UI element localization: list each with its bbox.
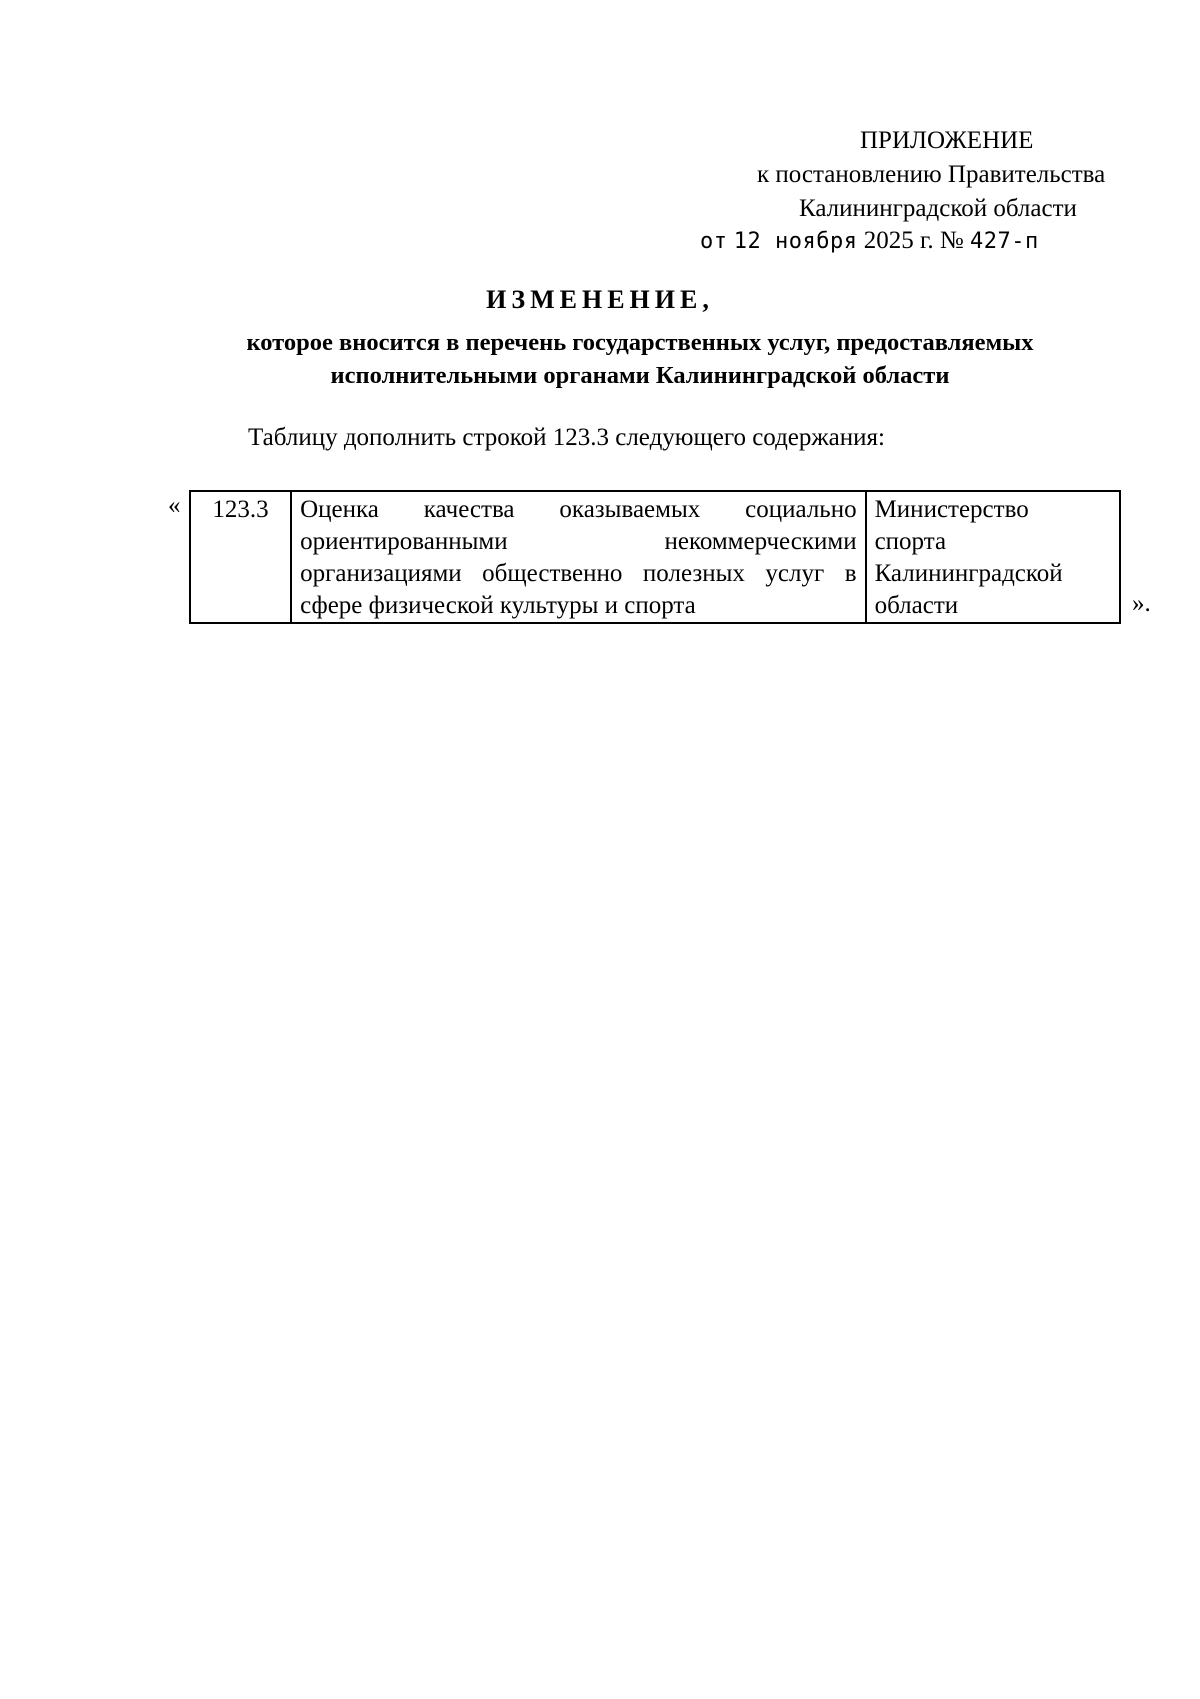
opening-quote: « [168, 492, 181, 519]
appendix-title: ПРИЛОЖЕНИЕ [860, 127, 1034, 154]
organ-line: Министерство [874, 496, 1029, 523]
decree-number: 427-п [970, 229, 1039, 254]
responsible-organ-cell [866, 491, 1120, 623]
appendix-reference-line: к постановлению Правительства [757, 161, 1106, 188]
amendment-table [189, 490, 1121, 624]
row-number-cell: 123.3 [190, 491, 291, 623]
closing-quote: ». [1132, 590, 1151, 617]
table-row [190, 491, 1120, 623]
document-title: ИЗМЕНЕНИЕ, [486, 285, 714, 314]
date-year: 2025 г. [863, 227, 934, 254]
intro-paragraph: Таблицу дополнить строкой 123.3 следующего содержания: [248, 424, 885, 451]
organ-line: Калининградской [874, 560, 1063, 587]
date-prefix: от [700, 229, 728, 254]
service-name-cell: Оценка качества оказываемых социально ориентированными некоммерческими организациями общественно полезных услуг в сфере физической культуры и спорта [291, 491, 865, 623]
number-sign: № [939, 227, 964, 254]
organ-line: области [874, 592, 959, 619]
appendix-region-line: Калининградской области [799, 195, 1077, 222]
document-subtitle: которое вносится в перечень государственных услуг, предоставляемых исполнительными органами Калининградской области [246, 329, 1034, 389]
appendix-date-line [700, 224, 1039, 258]
organ-line: спорта [874, 528, 947, 555]
date-value: 12 ноября [733, 229, 858, 254]
